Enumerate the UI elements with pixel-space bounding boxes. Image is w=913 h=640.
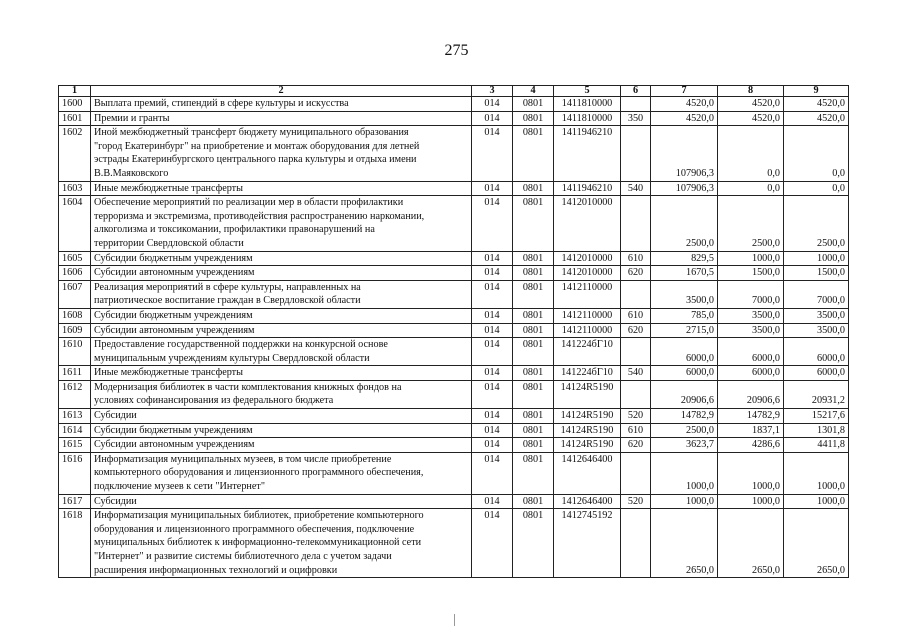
expense-type-code: [621, 509, 651, 578]
amount-col-9: 7000,0: [784, 280, 849, 308]
amount-col-9: 2650,0: [784, 509, 849, 578]
description-line: Информатизация муниципальных библиотек, приобретение компьютерного: [94, 510, 424, 522]
column-header: 9: [784, 86, 849, 97]
amount-col-7: 1670,5: [651, 266, 718, 281]
row-description: [91, 338, 472, 366]
ministry-code: 014: [472, 181, 513, 196]
ministry-code: 014: [472, 280, 513, 308]
row-id: 1616: [59, 452, 91, 494]
description-line: оборудования и лицензионного программного обеспечения, подключение: [94, 523, 415, 535]
ministry-code: 014: [472, 126, 513, 181]
section-code: 0801: [513, 366, 554, 381]
expense-type-code: [621, 97, 651, 112]
row-description: [91, 366, 472, 381]
expense-type-code: [621, 126, 651, 181]
description-line: Субсидии бюджетным учреждениям: [94, 309, 253, 321]
amount-col-8: 4520,0: [718, 97, 784, 112]
target-article-code: 14124R5190: [554, 423, 621, 438]
amount-col-7: 6000,0: [651, 366, 718, 381]
expense-type-code: 610: [621, 423, 651, 438]
ministry-code: 014: [472, 338, 513, 366]
description-line: Субсидии автономным учреждениям: [94, 439, 255, 451]
section-code: 0801: [513, 181, 554, 196]
row-id: 1609: [59, 323, 91, 338]
row-description: [91, 251, 472, 266]
amount-col-8: 4286,6: [718, 438, 784, 453]
row-id: 1604: [59, 196, 91, 251]
expense-type-code: [621, 380, 651, 408]
amount-col-8: 6000,0: [718, 338, 784, 366]
section-code: 0801: [513, 338, 554, 366]
row-id: 1612: [59, 380, 91, 408]
amount-col-8: 0,0: [718, 181, 784, 196]
amount-col-7: 6000,0: [651, 338, 718, 366]
expense-type-code: 350: [621, 111, 651, 126]
description-line: Обеспечение мероприятий по реализации мер в области профилактики: [94, 197, 404, 209]
row-description: [91, 111, 472, 126]
table-row: [59, 494, 849, 509]
amount-col-9: 0,0: [784, 126, 849, 181]
amount-col-7: 20906,6: [651, 380, 718, 408]
amount-col-9: 1500,0: [784, 266, 849, 281]
row-description: [91, 126, 472, 181]
target-article-code: 1411810000: [554, 97, 621, 112]
description-line: Субсидии: [94, 410, 137, 422]
amount-col-9: 4411,8: [784, 438, 849, 453]
row-description: [91, 266, 472, 281]
row-id: 1606: [59, 266, 91, 281]
amount-col-7: 4520,0: [651, 97, 718, 112]
section-code: 0801: [513, 251, 554, 266]
amount-col-9: 20931,2: [784, 380, 849, 408]
expense-type-code: [621, 452, 651, 494]
amount-col-8: 20906,6: [718, 380, 784, 408]
expense-type-code: 520: [621, 409, 651, 424]
target-article-code: 1412110000: [554, 308, 621, 323]
row-description: [91, 438, 472, 453]
expense-type-code: [621, 280, 651, 308]
row-description: [91, 280, 472, 308]
target-article-code: 1412745192: [554, 509, 621, 578]
section-code: 0801: [513, 494, 554, 509]
target-article-code: 141224бГ10: [554, 366, 621, 381]
description-line: муниципальным учреждениям культуры Свердловской области: [94, 352, 370, 364]
amount-col-7: 107906,3: [651, 181, 718, 196]
section-code: 0801: [513, 280, 554, 308]
row-id: 1614: [59, 423, 91, 438]
section-code: 0801: [513, 409, 554, 424]
expense-type-code: 520: [621, 494, 651, 509]
amount-col-7: 3500,0: [651, 280, 718, 308]
table-row: [59, 409, 849, 424]
description-line: Предоставление государственной поддержки на конкурсной основе: [94, 339, 388, 351]
section-code: 0801: [513, 308, 554, 323]
row-id: 1602: [59, 126, 91, 181]
description-line: расширения информационных технологий и оцифровки: [94, 564, 338, 576]
table-row: [59, 266, 849, 281]
expense-type-code: 620: [621, 266, 651, 281]
description-line: "город Екатеринбург" на приобретение и монтаж оборудования для летней: [94, 140, 420, 152]
row-id: 1613: [59, 409, 91, 424]
column-header: 4: [513, 86, 554, 97]
amount-col-7: 2650,0: [651, 509, 718, 578]
ministry-code: 014: [472, 438, 513, 453]
section-code: 0801: [513, 509, 554, 578]
column-header: 8: [718, 86, 784, 97]
amount-col-7: 107906,3: [651, 126, 718, 181]
amount-col-7: 2500,0: [651, 423, 718, 438]
ministry-code: 014: [472, 423, 513, 438]
column-header: 2: [91, 86, 472, 97]
amount-col-8: 1837,1: [718, 423, 784, 438]
ministry-code: 014: [472, 380, 513, 408]
amount-col-8: 1000,0: [718, 494, 784, 509]
row-description: [91, 494, 472, 509]
target-article-code: 1412646400: [554, 494, 621, 509]
section-code: 0801: [513, 196, 554, 251]
amount-col-9: 2500,0: [784, 196, 849, 251]
expense-type-code: [621, 196, 651, 251]
ministry-code: 014: [472, 111, 513, 126]
description-line: Субсидии бюджетным учреждениям: [94, 424, 253, 436]
scan-mark: [454, 614, 456, 626]
amount-col-9: 4520,0: [784, 111, 849, 126]
ministry-code: 014: [472, 452, 513, 494]
section-code: 0801: [513, 438, 554, 453]
ministry-code: 014: [472, 196, 513, 251]
table-body: [59, 86, 849, 578]
amount-col-8: 1500,0: [718, 266, 784, 281]
amount-col-9: 15217,6: [784, 409, 849, 424]
column-header: 7: [651, 86, 718, 97]
amount-col-7: 2500,0: [651, 196, 718, 251]
description-line: Иные межбюджетные трансферты: [94, 367, 243, 379]
row-id: 1601: [59, 111, 91, 126]
description-line: Реализация мероприятий в сфере культуры, направленных на: [94, 281, 361, 293]
amount-col-7: 785,0: [651, 308, 718, 323]
description-line: алкоголизма и токсикомании, профилактики правонарушений на: [94, 224, 375, 236]
table-row: [59, 111, 849, 126]
table-row: [59, 452, 849, 494]
target-article-code: 1412010000: [554, 251, 621, 266]
description-line: Субсидии автономным учреждениям: [94, 267, 255, 279]
description-line: Выплата премий, стипендий в сфере культуры и искусства: [94, 98, 349, 109]
table-header-row: [59, 86, 849, 97]
row-description: [91, 423, 472, 438]
description-line: Субсидии: [94, 495, 137, 507]
amount-col-9: 1000,0: [784, 452, 849, 494]
target-article-code: 1412010000: [554, 266, 621, 281]
target-article-code: 1411946210: [554, 181, 621, 196]
description-line: Субсидии бюджетным учреждениям: [94, 252, 253, 264]
table-row: [59, 323, 849, 338]
description-line: "Интернет" и развитие системы библиотечного дела с учетом задачи: [94, 551, 392, 562]
target-article-code: 14124R5190: [554, 380, 621, 408]
amount-col-7: 1000,0: [651, 452, 718, 494]
row-description: [91, 409, 472, 424]
ministry-code: 014: [472, 409, 513, 424]
table-row: [59, 338, 849, 366]
row-id: 1617: [59, 494, 91, 509]
row-id: 1615: [59, 438, 91, 453]
section-code: 0801: [513, 452, 554, 494]
section-code: 0801: [513, 380, 554, 408]
section-code: 0801: [513, 126, 554, 181]
amount-col-8: 0,0: [718, 126, 784, 181]
table-row: [59, 280, 849, 308]
row-id: 1610: [59, 338, 91, 366]
column-header: 3: [472, 86, 513, 97]
expense-type-code: 610: [621, 251, 651, 266]
description-line: Субсидии автономным учреждениям: [94, 324, 255, 336]
target-article-code: 14124R5190: [554, 409, 621, 424]
row-id: 1603: [59, 181, 91, 196]
amount-col-8: 4520,0: [718, 111, 784, 126]
ministry-code: 014: [472, 308, 513, 323]
section-code: 0801: [513, 266, 554, 281]
table-row: [59, 196, 849, 251]
row-id: 1608: [59, 308, 91, 323]
table-row: [59, 308, 849, 323]
amount-col-9: 1301,8: [784, 423, 849, 438]
row-description: [91, 323, 472, 338]
section-code: 0801: [513, 111, 554, 126]
amount-col-8: 1000,0: [718, 452, 784, 494]
amount-col-8: 2500,0: [718, 196, 784, 251]
description-line: терроризма и экстремизма, противодействия распространению наркомании,: [94, 210, 425, 222]
description-line: компьютерного оборудования и лицензионного программного обеспечения,: [94, 467, 424, 479]
amount-col-7: 2715,0: [651, 323, 718, 338]
amount-col-9: 4520,0: [784, 97, 849, 112]
row-description: [91, 308, 472, 323]
expense-type-code: 610: [621, 308, 651, 323]
row-description: [91, 509, 472, 578]
row-description: [91, 181, 472, 196]
table-row: [59, 438, 849, 453]
ministry-code: 014: [472, 494, 513, 509]
amount-col-9: 3500,0: [784, 308, 849, 323]
target-article-code: 1412110000: [554, 280, 621, 308]
description-line: эстрады Екатеринбургского центрального парка культуры и отдыха имени: [94, 154, 417, 166]
description-line: Модернизация библиотек в части комплектования книжных фондов на: [94, 381, 402, 393]
row-id: 1600: [59, 97, 91, 112]
description-line: муниципальных библиотек к информационно-телекоммуникационной сети: [94, 537, 422, 549]
table-row: [59, 423, 849, 438]
amount-col-7: 4520,0: [651, 111, 718, 126]
amount-col-8: 14782,9: [718, 409, 784, 424]
amount-col-7: 3623,7: [651, 438, 718, 453]
amount-col-8: 1000,0: [718, 251, 784, 266]
row-id: 1605: [59, 251, 91, 266]
target-article-code: 1412010000: [554, 196, 621, 251]
description-line: Иной межбюджетный трансферт бюджету муниципального образования: [94, 127, 409, 139]
amount-col-8: 6000,0: [718, 366, 784, 381]
description-line: территории Свердловской области: [94, 237, 244, 249]
amount-col-8: 7000,0: [718, 280, 784, 308]
row-description: [91, 196, 472, 251]
table-row: [59, 366, 849, 381]
description-line: Информатизация муниципальных музеев, в том числе приобретение: [94, 453, 392, 465]
table-row: [59, 97, 849, 112]
amount-col-9: 0,0: [784, 181, 849, 196]
column-header: 6: [621, 86, 651, 97]
budget-table: [58, 85, 849, 578]
target-article-code: 14124R5190: [554, 438, 621, 453]
expense-type-code: [621, 338, 651, 366]
section-code: 0801: [513, 323, 554, 338]
amount-col-9: 6000,0: [784, 338, 849, 366]
ministry-code: 014: [472, 266, 513, 281]
target-article-code: 1411810000: [554, 111, 621, 126]
expense-type-code: 540: [621, 181, 651, 196]
amount-col-7: 14782,9: [651, 409, 718, 424]
table-row: [59, 380, 849, 408]
amount-col-8: 2650,0: [718, 509, 784, 578]
row-description: [91, 97, 472, 112]
target-article-code: 1412110000: [554, 323, 621, 338]
amount-col-8: 3500,0: [718, 323, 784, 338]
description-line: патриотическое воспитание граждан в Свердловской области: [94, 295, 361, 307]
target-article-code: 1411946210: [554, 126, 621, 181]
expense-type-code: 620: [621, 323, 651, 338]
target-article-code: 141224бГ10: [554, 338, 621, 366]
description-line: условиях софинансирования из федерального бюджета: [94, 395, 334, 407]
description-line: Премии и гранты: [94, 112, 170, 124]
section-code: 0801: [513, 97, 554, 112]
amount-col-7: 1000,0: [651, 494, 718, 509]
column-header: 5: [554, 86, 621, 97]
description-line: Иные межбюджетные трансферты: [94, 182, 243, 194]
amount-col-9: 3500,0: [784, 323, 849, 338]
amount-col-8: 3500,0: [718, 308, 784, 323]
description-line: В.В.Маяковского: [94, 167, 169, 179]
amount-col-9: 1000,0: [784, 251, 849, 266]
amount-col-9: 1000,0: [784, 494, 849, 509]
table-row: [59, 251, 849, 266]
page-number: 275: [444, 42, 469, 59]
ministry-code: 014: [472, 251, 513, 266]
table-row: [59, 126, 849, 181]
target-article-code: 1412646400: [554, 452, 621, 494]
ministry-code: 014: [472, 323, 513, 338]
amount-col-9: 6000,0: [784, 366, 849, 381]
section-code: 0801: [513, 423, 554, 438]
description-line: подключение музеев к сети "Интернет": [94, 481, 266, 493]
expense-type-code: 620: [621, 438, 651, 453]
row-description: [91, 452, 472, 494]
expense-type-code: 540: [621, 366, 651, 381]
amount-col-7: 829,5: [651, 251, 718, 266]
table-row: [59, 181, 849, 196]
row-id: 1607: [59, 280, 91, 308]
ministry-code: 014: [472, 509, 513, 578]
row-id: 1611: [59, 366, 91, 381]
table-row: [59, 509, 849, 578]
column-header: 1: [59, 86, 91, 97]
ministry-code: 014: [472, 366, 513, 381]
row-description: [91, 380, 472, 408]
ministry-code: 014: [472, 97, 513, 112]
row-id: 1618: [59, 509, 91, 578]
